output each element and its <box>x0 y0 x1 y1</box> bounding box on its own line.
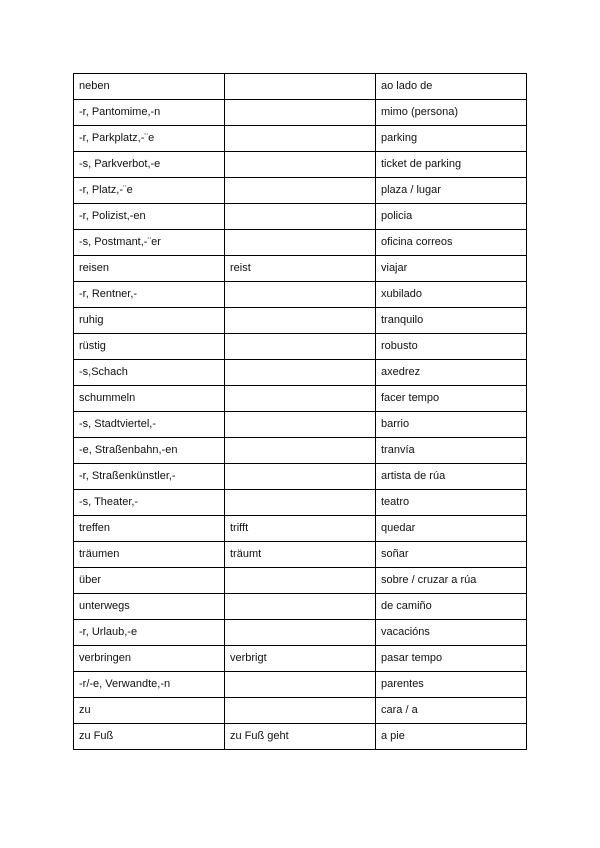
table-row <box>74 178 527 204</box>
galician-translation-cell: mimo (persona) <box>376 100 527 126</box>
german-word-cell: -r, Parkplatz,-¨e <box>74 126 225 152</box>
german-word-cell: -e, Straßenbahn,-en <box>74 438 225 464</box>
german-word-cell: zu Fuß <box>74 724 225 750</box>
galician-translation-cell: parentes <box>376 672 527 698</box>
german-word-cell: -r, Polizist,-en <box>74 204 225 230</box>
galician-translation-cell: robusto <box>376 334 527 360</box>
galician-translation-cell: tranquilo <box>376 308 527 334</box>
german-word-cell: -s, Stadtviertel,- <box>74 412 225 438</box>
german-word-cell: -s, Parkverbot,-e <box>74 152 225 178</box>
galician-translation-cell: barrio <box>376 412 527 438</box>
galician-translation-cell: xubilado <box>376 282 527 308</box>
german-word-cell: träumen <box>74 542 225 568</box>
german-word-cell: treffen <box>74 516 225 542</box>
table-row <box>74 386 527 412</box>
conjugation-cell <box>225 100 376 126</box>
table-row <box>74 464 527 490</box>
conjugation-cell <box>225 412 376 438</box>
german-word-cell: -r, Pantomime,-n <box>74 100 225 126</box>
table-row <box>74 308 527 334</box>
german-word-cell: -r, Urlaub,-e <box>74 620 225 646</box>
galician-translation-cell: parking <box>376 126 527 152</box>
galician-translation-cell: teatro <box>376 490 527 516</box>
table-row <box>74 620 527 646</box>
table-row <box>74 568 527 594</box>
german-word-cell: verbringen <box>74 646 225 672</box>
table-row <box>74 256 527 282</box>
conjugation-cell <box>225 568 376 594</box>
galician-translation-cell: tranvía <box>376 438 527 464</box>
conjugation-cell <box>225 464 376 490</box>
galician-translation-cell: artista de rúa <box>376 464 527 490</box>
table-row <box>74 126 527 152</box>
german-word-cell: rüstig <box>74 334 225 360</box>
galician-translation-cell: ao lado de <box>376 74 527 100</box>
conjugation-cell <box>225 438 376 464</box>
table-row <box>74 516 527 542</box>
table-row <box>74 646 527 672</box>
vocabulary-table <box>73 73 527 750</box>
table-row <box>74 724 527 750</box>
galician-translation-cell: vacacións <box>376 620 527 646</box>
table-row <box>74 490 527 516</box>
conjugation-cell <box>225 360 376 386</box>
conjugation-cell: verbrigt <box>225 646 376 672</box>
german-word-cell: -s, Postmant,-¨er <box>74 230 225 256</box>
galician-translation-cell: ticket de parking <box>376 152 527 178</box>
table-row <box>74 542 527 568</box>
german-word-cell: -s,Schach <box>74 360 225 386</box>
galician-translation-cell: de camiño <box>376 594 527 620</box>
galician-translation-cell: quedar <box>376 516 527 542</box>
table-row <box>74 672 527 698</box>
conjugation-cell <box>225 126 376 152</box>
conjugation-cell <box>225 672 376 698</box>
german-word-cell: zu <box>74 698 225 724</box>
galician-translation-cell: axedrez <box>376 360 527 386</box>
conjugation-cell: trifft <box>225 516 376 542</box>
conjugation-cell <box>225 178 376 204</box>
conjugation-cell <box>225 594 376 620</box>
conjugation-cell <box>225 490 376 516</box>
conjugation-cell <box>225 204 376 230</box>
german-word-cell: -r, Platz,-¨e <box>74 178 225 204</box>
conjugation-cell: reist <box>225 256 376 282</box>
galician-translation-cell: pasar tempo <box>376 646 527 672</box>
galician-translation-cell: sobre / cruzar a rúa <box>376 568 527 594</box>
conjugation-cell <box>225 620 376 646</box>
table-row <box>74 282 527 308</box>
german-word-cell: neben <box>74 74 225 100</box>
table-row <box>74 594 527 620</box>
table-row <box>74 204 527 230</box>
german-word-cell: -r, Straßenkünstler,- <box>74 464 225 490</box>
german-word-cell: unterwegs <box>74 594 225 620</box>
german-word-cell: -r/-e, Verwandte,-n <box>74 672 225 698</box>
galician-translation-cell: facer tempo <box>376 386 527 412</box>
table-row <box>74 74 527 100</box>
table-row <box>74 334 527 360</box>
conjugation-cell <box>225 698 376 724</box>
conjugation-cell <box>225 152 376 178</box>
table-row <box>74 152 527 178</box>
conjugation-cell <box>225 308 376 334</box>
galician-translation-cell: viajar <box>376 256 527 282</box>
galician-translation-cell: cara / a <box>376 698 527 724</box>
conjugation-cell <box>225 386 376 412</box>
table-row <box>74 438 527 464</box>
german-word-cell: über <box>74 568 225 594</box>
galician-translation-cell: plaza / lugar <box>376 178 527 204</box>
galician-translation-cell: soñar <box>376 542 527 568</box>
vocabulary-table-body <box>74 74 527 750</box>
conjugation-cell: zu Fuß geht <box>225 724 376 750</box>
german-word-cell: ruhig <box>74 308 225 334</box>
german-word-cell: -r, Rentner,- <box>74 282 225 308</box>
table-row <box>74 230 527 256</box>
galician-translation-cell: oficina correos <box>376 230 527 256</box>
table-row <box>74 698 527 724</box>
conjugation-cell <box>225 282 376 308</box>
table-row <box>74 412 527 438</box>
conjugation-cell <box>225 230 376 256</box>
german-word-cell: -s, Theater,- <box>74 490 225 516</box>
german-word-cell: schummeln <box>74 386 225 412</box>
conjugation-cell <box>225 74 376 100</box>
table-row <box>74 360 527 386</box>
galician-translation-cell: policia <box>376 204 527 230</box>
conjugation-cell: träumt <box>225 542 376 568</box>
conjugation-cell <box>225 334 376 360</box>
galician-translation-cell: a pie <box>376 724 527 750</box>
german-word-cell: reisen <box>74 256 225 282</box>
table-row <box>74 100 527 126</box>
